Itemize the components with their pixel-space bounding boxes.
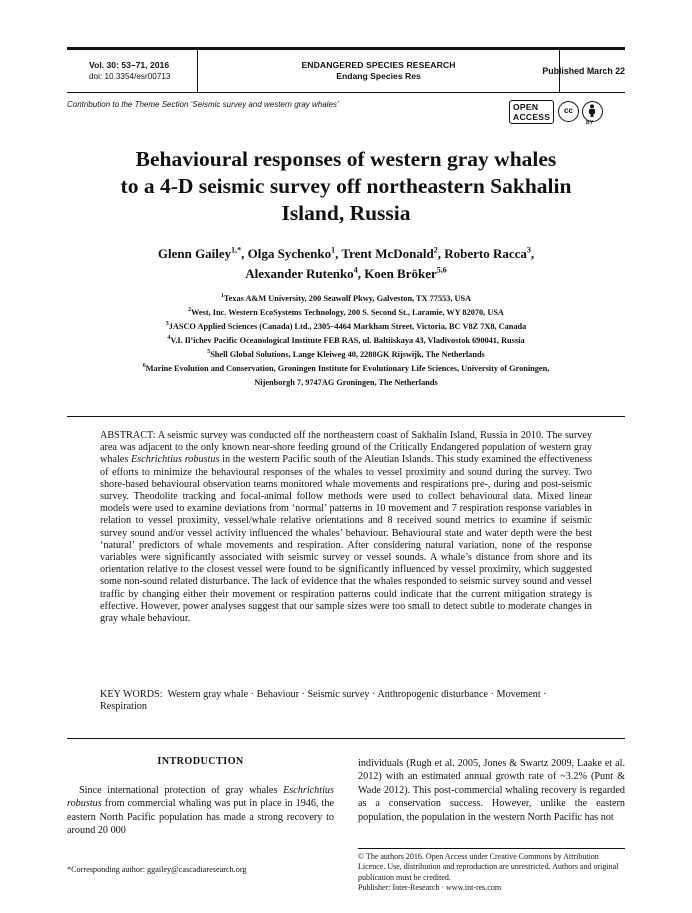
theme-contribution: Contribution to the Theme Section ‘Seismic survey and western gray whales’ [67,100,339,109]
title-line: to a 4-D seismic survey off northeastern Sakhalin [120,174,572,198]
title-line: Island, Russia [281,201,411,225]
keywords [100,689,592,713]
affiliation [60,362,632,376]
affiliation-sup: 4 [167,335,171,342]
author-sup: 2 [433,245,438,255]
affiliation-text: Texas A&M University, 200 Seawolf Pkwy, Galveston, TX 77553, USA [223,294,472,303]
keywords-label: KEY WORDS: [100,689,163,700]
abstract [100,430,592,625]
author-list: Glenn Gailey$^{1,*}$, Olga Sychenko$^1$, Trent McDonald$^2$, Roberto Racca$^3$, Alexander Rutenko$^4$, Koen Bröker$^{5,6}$ [157,245,535,281]
body-text: Since international protection of gray whales [79,785,284,796]
title-line: Behavioural responses of western gray whales [135,147,557,171]
affiliation [60,376,632,390]
author-sup: 4 [353,265,358,275]
volume-info: Vol. 30: 53–71, 2016 [89,60,170,70]
affiliation-sup: 6 [142,363,146,370]
affiliation-sup: 5 [207,349,211,356]
publisher-line[interactable]: Publisher: Inter-Research · www.int-res.com [358,883,502,893]
affiliation-sup: 1 [220,293,224,300]
license-block [358,852,625,894]
affiliation [60,320,632,334]
author: Koen Bröker [364,266,437,281]
author-sup: 1,* [231,245,242,255]
affiliation-text: Marine Evolution and Conservation, Groningen Institute for Evolutionary Life Sciences, University of Groningen, [145,364,550,373]
volume-cell [67,50,197,92]
affiliation-sup: 3 [165,321,169,328]
author: Olga Sychenko [247,246,332,261]
affiliation [60,348,632,362]
affiliations [60,292,632,390]
affiliation [60,306,632,320]
corresponding-author: *Corresponding author: ggailey@cascadiaresearch.org [67,865,247,874]
doi[interactable]: doi: 10.3354/esr00713 [89,72,171,81]
open-access-line2: ACCESS [513,112,551,122]
license-text: © The authors 2016. Open Access under Creative Commons by Attribution Licence. Use, distribution and reproduction are unrestricted. Authors and original publication must be credited. [358,852,619,882]
affiliation-text: West, Inc. Western EcoSystems Technology, 200 S. Second St., Laramie, WY 82070, USA [191,308,504,317]
introduction-heading: INTRODUCTION [157,756,244,767]
abstract-top-rule [67,416,625,417]
creative-commons-icon: cc [558,101,579,122]
license-rule [358,848,625,849]
affiliation-text: Nijenborgh 7, 9747AG Groningen, The Netherlands [254,378,438,387]
journal-abbreviation: Endang Species Res [336,71,421,81]
affiliation-text: V.I. Il’ichev Pacific Oceanological Institute FEB RAS, ul. Baltiiskaya 43, Vladivostok 690041, Russia [170,336,525,345]
keywords-text: Western gray whale · Behaviour · Seismic survey · Anthropogenic disturbance · Movement · Respiration [100,689,547,713]
attribution-icon [582,101,603,122]
body-column-right: individuals (Rugh et al. 2005, Jones & Swartz 2009, Laake et al. 2012) with an estimated annual growth rate of ~3.2% (Punt & Wade 2012). This post-commercial whaling recovery is regarded as a conservation success. However, unlike the eastern population, the population in the western North Pacific has not [358,758,625,823]
journal-cell [197,50,560,92]
open-access-badge [509,100,554,124]
abstract-bottom-rule [67,738,625,739]
abstract-label: ABSTRACT: [100,430,156,441]
affiliation [60,334,632,348]
body-species: Eschrichtius robustus [67,785,334,810]
affiliation-text: JASCO Applied Sciences (Canada) Ltd., 2305–4464 Markham Street, Victoria, BC V8Z 7X8, Canada [168,322,527,331]
journal-name: ENDANGERED SPECIES RESEARCH [301,60,456,70]
author-sup: 1 [331,245,336,255]
author: Glenn Gailey [157,246,232,261]
affiliation-sup: 2 [188,307,192,314]
open-access-line1: OPEN [513,102,539,112]
body-text: from commercial whaling was put in place in 1946, the eastern North Pacific population has made a strong recovery to around 20 000 [67,798,334,837]
author: Trent McDonald [341,246,434,261]
body-column-left [67,784,334,838]
abstract-text: A seismic survey was conducted off the northeastern coast of Sakhalin Island, Russia in 2010. The survey area was adjacent to the only known near-shore feeding ground of the Critically Endangered population of western gray whales [100,430,592,466]
abstract-text: in the western Pacific south of the Aleutian Islands. This study examined the effectiveness of efforts to minimize the behavioural responses of the whales to vessel proximity and sound during the survey. Two shore-based behavioural observation teams monitored whale movements and respirations pre-, during and post-seismic survey. Theodolite tracking and focal-animal follow methods were used to collect behavioural data. Mixed linear models were used to examine deviations from ‘normal’ patterns in 10 movement and 7 respiration response variables in relation to vessel proximity, vessel/whale relative orientations and 8 received sound metrics to examine if seismic survey sound and/or vessel activity influenced the whales’ behaviour. Behavioural state and water depth were the best ‘natural’ predictors of whale movements and respiration. After considering natural variation, none of the response variables were significantly associated with seismic survey or vessel sounds. A whale’s distance from shore and its orientation relative to the closest vessel were found to be significantly influenced by vessel proximity, which suggested some non-sound related disturbance. The lack of evidence that the whales responded to seismic survey sound and vessel traffic by changing either their movement or respiration patterns could indicate that the current mitigation strategy is effective. However, power analyses suggest that our sample sizes were too small to detect subtle to moderate changes in gray whale behaviour. [100,454,592,625]
date-cell [542,50,625,92]
author-sup: 3 [526,245,531,255]
abstract-species: Eschrichtius robustus [131,454,220,466]
published-date: Published March 22 [542,66,625,76]
by-label: BY [586,120,593,126]
journal-header [67,47,625,93]
author: Alexander Rutenko [245,266,354,281]
paper-title [60,146,632,227]
author: Roberto Racca [444,246,527,261]
affiliation [60,292,632,306]
affiliation-text: Shell Global Solutions, Lange Kleiweg 40, 2288GK Rijswijk, The Netherlands [210,350,485,359]
author-sup: 5,6 [436,265,447,275]
